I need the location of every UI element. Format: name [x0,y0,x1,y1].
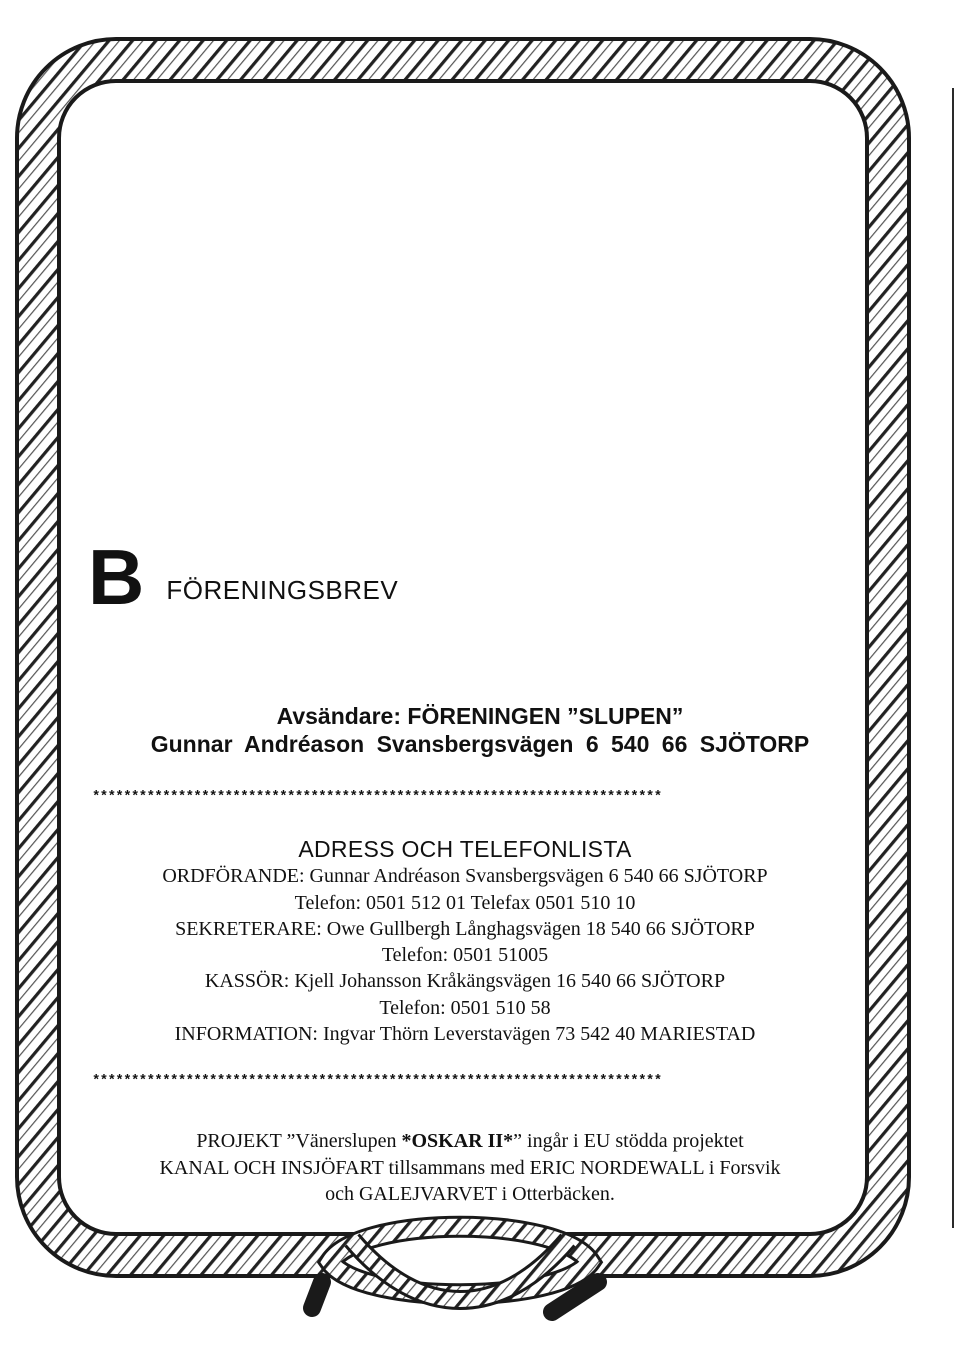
contact-line: Telefon: 0501 51005 [381,944,549,966]
project-text-post: ” ingår i EU stödda projektet [513,1130,744,1152]
contact-line: KASSÖR: Kjell Johansson Kråkängsvägen 16 540 66 SJÖTORP [204,970,726,992]
contact-line: INFORMATION: Ingvar Thörn Leverstavägen 73 542 40 MARIESTAD [174,1023,756,1045]
project-vessel-name: *OSKAR II* [401,1130,514,1152]
sender-line-2: Gunnar Andréason Svansbergsvägen 6 540 66 SJÖTORP [150,731,810,757]
contact-list-title: ADRESS OCH TELEFONLISTA [298,836,632,862]
star-divider-bottom: ************************************************************************* [92,1074,662,1088]
contact-line: SEKRETERARE: Owe Gullbergh Långhagsvägen 18 540 66 SJÖTORP [175,918,755,940]
project-text-pre: PROJEKT ”Vänerslupen [196,1130,402,1152]
sender-line-1: Avsändare: FÖRENINGEN ”SLUPEN” [276,703,684,729]
contact-line: ORDFÖRANDE: Gunnar Andréason Svansbergsvägen 6 540 66 SJÖTORP [162,865,768,887]
heading-title: FÖRENINGSBREV [166,575,399,605]
project-line-2: KANAL OCH INSJÖFART tillsammans med ERIC NORDEWALL i Forsvik [159,1157,781,1179]
heading-letter: B [88,533,145,621]
project-line-3: och GALEJVARVET i Otterbäcken. [325,1183,615,1205]
star-divider-top: ************************************************************************* [92,790,662,804]
page-edge-line [952,88,954,1228]
rope-knot-icon [312,1227,598,1312]
contact-line: Telefon: 0501 510 58 [379,997,551,1019]
heading [88,533,399,621]
contact-line: Telefon: 0501 512 01 Telefax 0501 510 10 [294,892,636,914]
project-line-1 [80,1130,860,1153]
